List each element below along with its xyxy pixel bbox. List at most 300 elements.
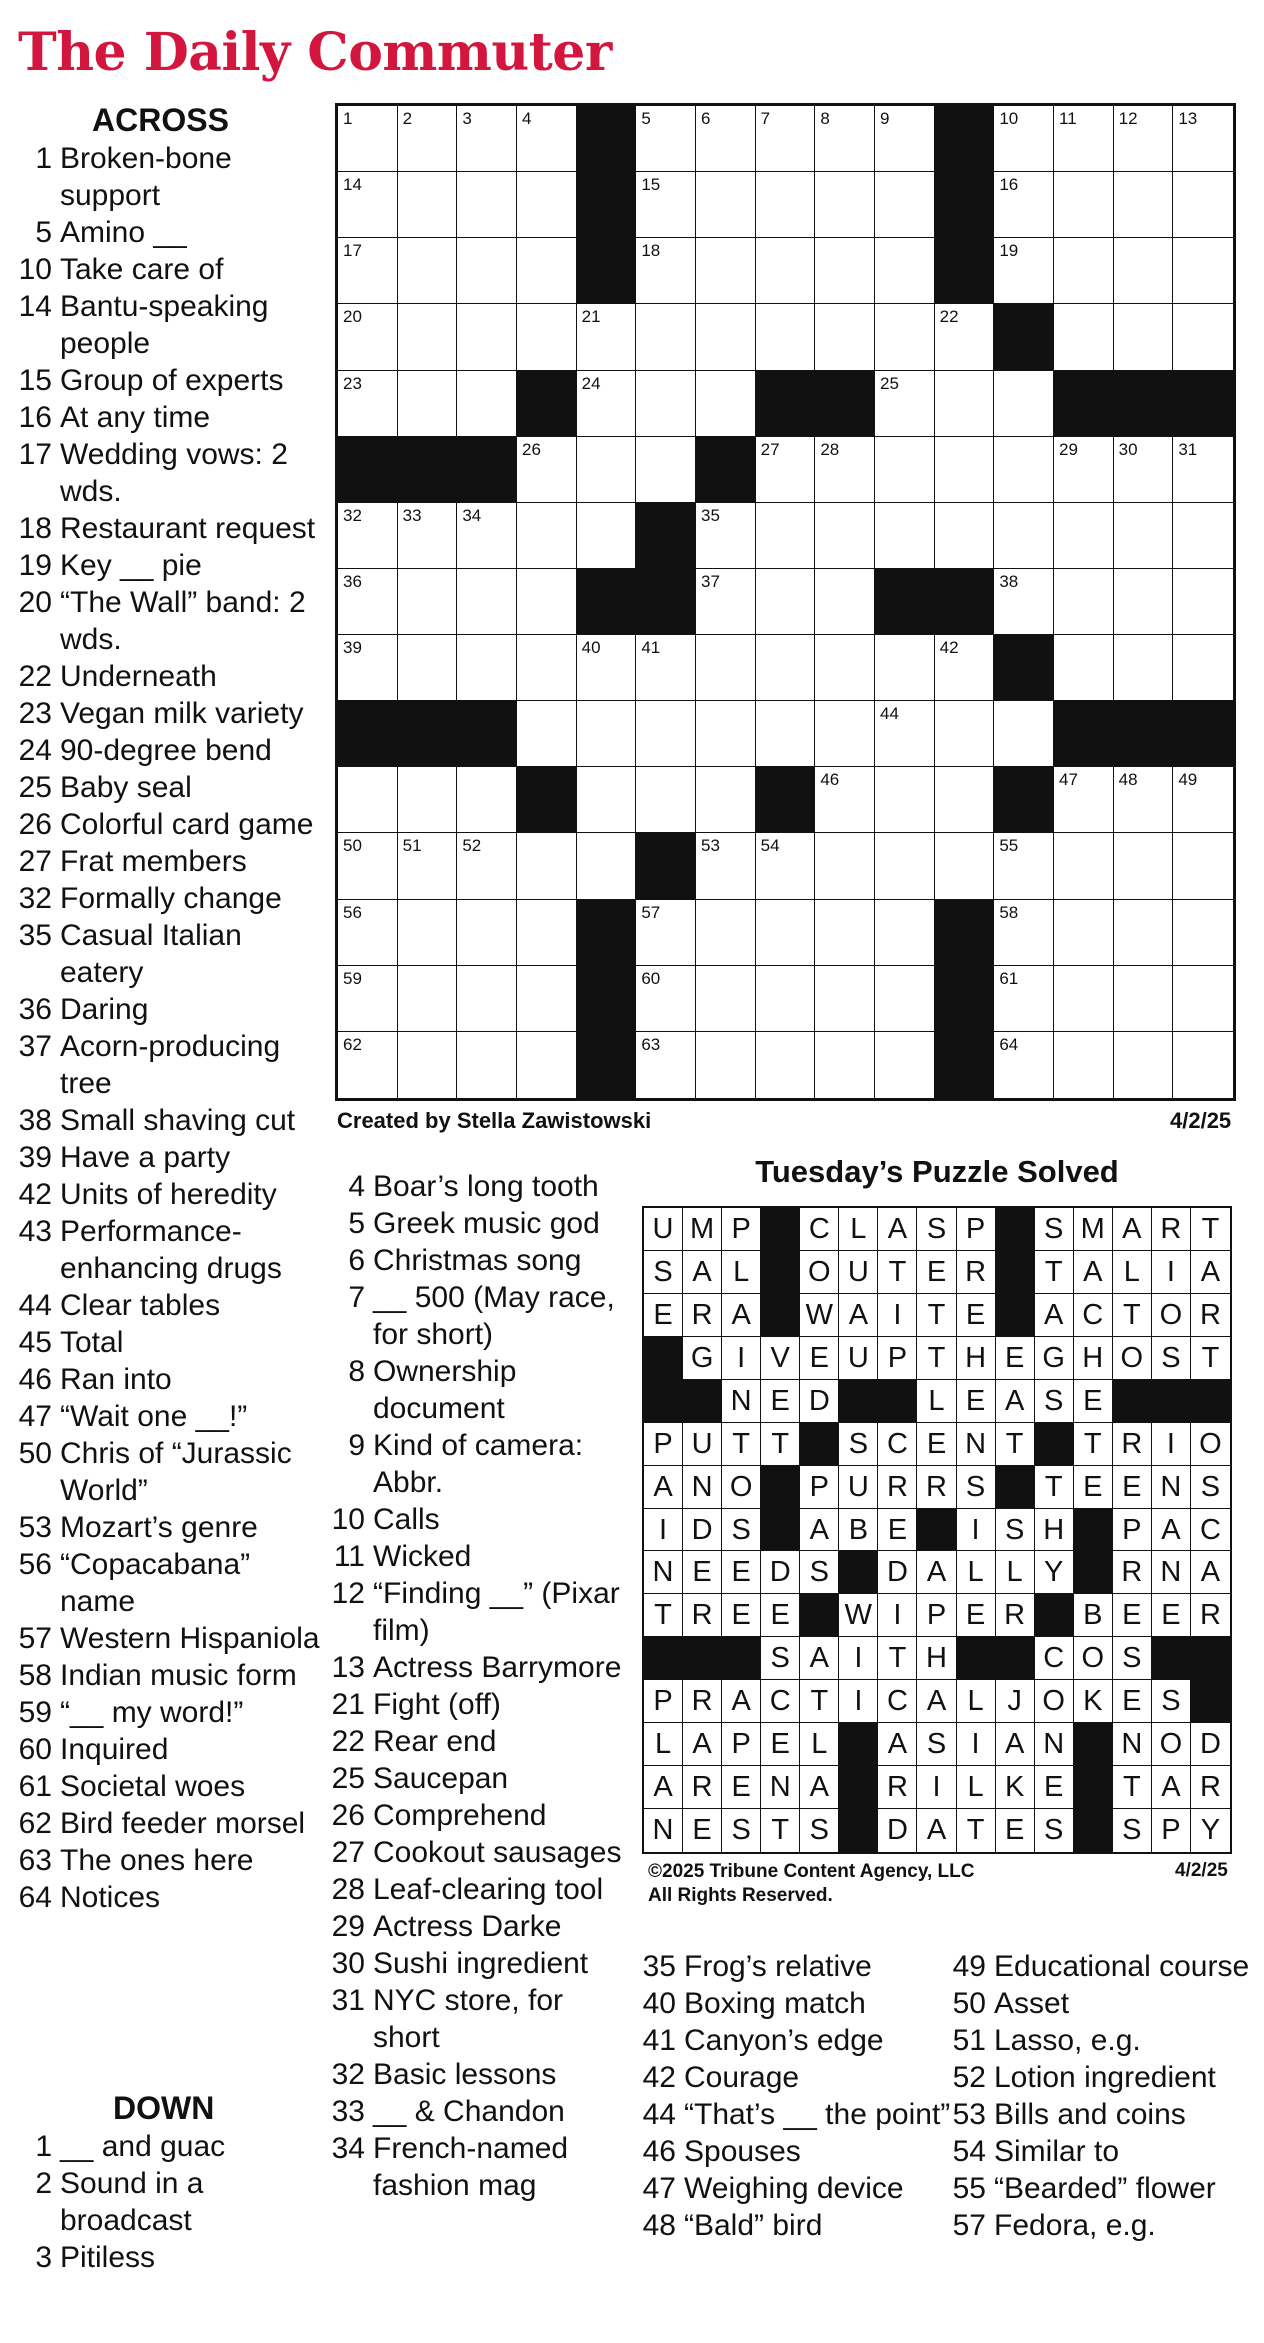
- cell-number: 39: [343, 638, 362, 658]
- grid-cell[interactable]: [398, 900, 458, 966]
- grid-cell[interactable]: [457, 833, 517, 899]
- grid-cell[interactable]: [815, 106, 875, 172]
- grid-cell[interactable]: [398, 569, 458, 635]
- grid-cell[interactable]: [935, 371, 995, 437]
- solution-black-square: [839, 1723, 878, 1766]
- clue-text: Ownership document: [373, 1355, 517, 1425]
- grid-cell[interactable]: [994, 1032, 1054, 1098]
- solution-cell: S: [1035, 1809, 1074, 1852]
- grid-cell[interactable]: [338, 635, 398, 701]
- grid-cell[interactable]: [1114, 304, 1174, 370]
- grid-cell[interactable]: [696, 701, 756, 767]
- grid-cell[interactable]: [756, 304, 816, 370]
- grid-cell[interactable]: [338, 106, 398, 172]
- grid-cell[interactable]: [457, 106, 517, 172]
- solution-cell: T: [878, 1251, 917, 1294]
- cell-number: 62: [343, 1034, 362, 1054]
- black-square: [577, 900, 637, 966]
- grid-cell[interactable]: [636, 238, 696, 304]
- grid-cell[interactable]: [815, 569, 875, 635]
- solution-cell: L: [722, 1251, 761, 1294]
- grid-cell[interactable]: [875, 371, 935, 437]
- grid-cell[interactable]: [1173, 503, 1233, 569]
- grid-cell[interactable]: [875, 701, 935, 767]
- clue-number: 24: [18, 734, 52, 767]
- solution-black-square: [996, 1637, 1035, 1680]
- grid-cell[interactable]: [875, 503, 935, 569]
- clue-number: 41: [642, 2024, 676, 2057]
- solution-black-square: [996, 1294, 1035, 1337]
- black-square: [994, 635, 1054, 701]
- solution-cell: K: [996, 1766, 1035, 1809]
- solution-cell: S: [761, 1637, 800, 1680]
- grid-cell[interactable]: [935, 437, 995, 503]
- grid-cell[interactable]: [875, 635, 935, 701]
- grid-cell[interactable]: [457, 371, 517, 437]
- grid-cell[interactable]: [398, 966, 458, 1032]
- solution-cell: D: [683, 1509, 722, 1552]
- grid-cell[interactable]: [696, 966, 756, 1032]
- solution-cell: T: [1113, 1766, 1152, 1809]
- grid-cell[interactable]: [756, 635, 816, 701]
- grid-cell[interactable]: [696, 1032, 756, 1098]
- across-clues: [18, 100, 323, 1916]
- grid-cell[interactable]: [994, 106, 1054, 172]
- solution-cell: D: [1191, 1723, 1230, 1766]
- solution-cell: U: [839, 1251, 878, 1294]
- clue-number: 11: [333, 1540, 365, 1573]
- clue-number: 44: [642, 2098, 676, 2131]
- grid-cell[interactable]: [815, 503, 875, 569]
- grid-cell[interactable]: [1114, 503, 1174, 569]
- grid-cell[interactable]: [1173, 1032, 1233, 1098]
- solution-black-square: [761, 1294, 800, 1337]
- grid-cell[interactable]: [1173, 767, 1233, 833]
- clue-number: 37: [18, 1030, 52, 1063]
- grid-cell[interactable]: [756, 900, 816, 966]
- grid-cell[interactable]: [994, 437, 1054, 503]
- grid-cell[interactable]: [815, 900, 875, 966]
- grid-cell[interactable]: [577, 635, 637, 701]
- clue-text: Ran into: [60, 1363, 172, 1396]
- cell-number: 60: [641, 968, 661, 988]
- black-square: [756, 371, 816, 437]
- grid-cell[interactable]: [1054, 238, 1114, 304]
- grid-cell[interactable]: [577, 701, 637, 767]
- grid-cell[interactable]: [457, 503, 517, 569]
- grid-cell[interactable]: [875, 1032, 935, 1098]
- grid-cell[interactable]: [994, 701, 1054, 767]
- grid-cell[interactable]: [696, 503, 756, 569]
- grid-cell[interactable]: [338, 304, 398, 370]
- clue-item: [952, 2059, 1262, 2096]
- grid-cell[interactable]: [756, 569, 816, 635]
- cell-number: 52: [462, 836, 482, 856]
- solution-cell: R: [1113, 1551, 1152, 1594]
- solution-cell: O: [1152, 1294, 1191, 1337]
- solution-cell: S: [1113, 1809, 1152, 1852]
- grid-cell[interactable]: [338, 503, 398, 569]
- grid-cell[interactable]: [1114, 767, 1174, 833]
- clue-item: [18, 1287, 323, 1324]
- grid-cell[interactable]: [517, 635, 577, 701]
- grid-cell[interactable]: [517, 1032, 577, 1098]
- grid-cell[interactable]: [517, 900, 577, 966]
- grid-cell[interactable]: [517, 833, 577, 899]
- grid-cell[interactable]: [994, 569, 1054, 635]
- grid-cell[interactable]: [338, 1032, 398, 1098]
- grid-cell[interactable]: [815, 304, 875, 370]
- cell-number: 64: [999, 1034, 1019, 1054]
- solution-black-square: [1074, 1766, 1113, 1809]
- grid-cell[interactable]: [636, 371, 696, 437]
- grid-cell[interactable]: [577, 767, 637, 833]
- grid-cell[interactable]: [1173, 106, 1233, 172]
- clue-text: Canyon’s edge: [684, 2024, 884, 2057]
- grid-cell[interactable]: [1114, 635, 1174, 701]
- grid-cell[interactable]: [815, 833, 875, 899]
- grid-cell[interactable]: [1173, 304, 1233, 370]
- clue-item: [18, 362, 323, 399]
- grid-cell[interactable]: [338, 371, 398, 437]
- grid-cell[interactable]: [1054, 569, 1114, 635]
- grid-cell[interactable]: [756, 503, 816, 569]
- grid-cell[interactable]: [517, 437, 577, 503]
- grid-cell[interactable]: [1054, 833, 1114, 899]
- grid-cell[interactable]: [398, 106, 458, 172]
- solution-cell: N: [644, 1809, 683, 1852]
- grid-cell[interactable]: [338, 833, 398, 899]
- grid-cell[interactable]: [398, 1032, 458, 1098]
- clue-number: 64: [18, 1881, 52, 1914]
- grid-cell[interactable]: [994, 900, 1054, 966]
- clue-number: 27: [18, 845, 52, 878]
- solution-cell: L: [839, 1208, 878, 1251]
- grid-cell[interactable]: [636, 966, 696, 1032]
- cell-number: 33: [402, 505, 422, 525]
- clue-item: [642, 2170, 952, 2207]
- clue-text: Educational course: [994, 1950, 1250, 1983]
- grid-cell[interactable]: [577, 437, 637, 503]
- grid-cell[interactable]: [398, 503, 458, 569]
- grid-cell[interactable]: [398, 371, 458, 437]
- grid-cell[interactable]: [875, 833, 935, 899]
- grid-cell[interactable]: [756, 1032, 816, 1098]
- grid-cell[interactable]: [517, 304, 577, 370]
- grid-cell[interactable]: [1054, 106, 1114, 172]
- clue-number: 3: [35, 2241, 52, 2274]
- solution-cell: P: [722, 1723, 761, 1766]
- black-square: [457, 701, 517, 767]
- grid-cell[interactable]: [1173, 833, 1233, 899]
- clue-number: 36: [18, 993, 52, 1026]
- grid-cell[interactable]: [398, 767, 458, 833]
- cell-number: 32: [343, 505, 362, 525]
- grid-cell[interactable]: [636, 304, 696, 370]
- grid-cell[interactable]: [815, 635, 875, 701]
- grid-cell[interactable]: [577, 304, 637, 370]
- cell-number: 7: [760, 109, 771, 128]
- solution-cell: S: [1152, 1337, 1191, 1380]
- clue-text: __ 500 (May race, for short): [373, 1281, 615, 1351]
- grid-cell[interactable]: [338, 172, 398, 238]
- black-square: [1114, 371, 1174, 437]
- clue-text: Asset: [994, 1987, 1070, 2020]
- black-square: [577, 106, 637, 172]
- grid-cell[interactable]: [935, 767, 995, 833]
- grid-cell[interactable]: [636, 437, 696, 503]
- grid-cell[interactable]: [756, 437, 816, 503]
- cell-number: 15: [641, 175, 661, 195]
- grid-cell[interactable]: [398, 172, 458, 238]
- clue-number: 20: [18, 586, 52, 619]
- solution-grid: [642, 1206, 1232, 1854]
- solution-cell: I: [957, 1509, 996, 1552]
- grid-cell[interactable]: [815, 767, 875, 833]
- grid-cell[interactable]: [636, 106, 696, 172]
- solution-cell: A: [917, 1680, 956, 1723]
- clue-item: [331, 2130, 631, 2204]
- solution-cell: I: [644, 1509, 683, 1552]
- grid-cell[interactable]: [517, 569, 577, 635]
- grid-cell[interactable]: [338, 900, 398, 966]
- solution-cell: E: [761, 1380, 800, 1423]
- clue-text: “That’s __ the point”: [684, 2098, 951, 2131]
- grid-cell[interactable]: [398, 635, 458, 701]
- grid-cell[interactable]: [517, 238, 577, 304]
- grid-cell[interactable]: [1054, 172, 1114, 238]
- solution-black-square: [722, 1637, 761, 1680]
- grid-cell[interactable]: [457, 1032, 517, 1098]
- solution-cell: L: [996, 1551, 1035, 1594]
- grid-cell[interactable]: [696, 172, 756, 238]
- solution-cell: P: [957, 1208, 996, 1251]
- grid-cell[interactable]: [1114, 172, 1174, 238]
- grid-cell[interactable]: [1173, 437, 1233, 503]
- grid-cell[interactable]: [457, 238, 517, 304]
- grid-cell[interactable]: [875, 966, 935, 1032]
- grid-cell[interactable]: [1054, 304, 1114, 370]
- solution-cell: N: [683, 1466, 722, 1509]
- grid-cell[interactable]: [994, 172, 1054, 238]
- solution-cell: E: [957, 1380, 996, 1423]
- grid-cell[interactable]: [875, 304, 935, 370]
- grid-cell[interactable]: [457, 966, 517, 1032]
- black-square: [935, 106, 995, 172]
- grid-cell[interactable]: [636, 701, 696, 767]
- grid-cell[interactable]: [1173, 172, 1233, 238]
- grid-cell[interactable]: [994, 503, 1054, 569]
- grid-cell[interactable]: [636, 767, 696, 833]
- grid-cell[interactable]: [815, 966, 875, 1032]
- clue-text: Wicked: [373, 1540, 472, 1573]
- grid-cell[interactable]: [636, 172, 696, 238]
- grid-cell[interactable]: [815, 238, 875, 304]
- cell-number: 24: [581, 373, 601, 393]
- grid-cell[interactable]: [696, 833, 756, 899]
- grid-cell[interactable]: [875, 172, 935, 238]
- clue-text: “Copacabana” name: [60, 1548, 251, 1618]
- grid-cell[interactable]: [1054, 1032, 1114, 1098]
- clue-text: Boar’s long tooth: [373, 1170, 599, 1203]
- clue-item: [18, 1139, 323, 1176]
- clue-item: [18, 1879, 323, 1916]
- black-square: [517, 371, 577, 437]
- grid-cell[interactable]: [517, 503, 577, 569]
- clue-text: Pitiless: [60, 2241, 156, 2274]
- solution-black-square: [1074, 1809, 1113, 1852]
- grid-cell[interactable]: [1114, 106, 1174, 172]
- grid-cell[interactable]: [875, 437, 935, 503]
- clue-text: Societal woes: [60, 1770, 246, 1803]
- solution-cell: A: [839, 1294, 878, 1337]
- grid-cell[interactable]: [398, 238, 458, 304]
- grid-cell[interactable]: [994, 833, 1054, 899]
- grid-cell[interactable]: [994, 371, 1054, 437]
- clue-text: Notices: [60, 1881, 161, 1914]
- grid-cell[interactable]: [1114, 966, 1174, 1032]
- grid-cell[interactable]: [935, 635, 995, 701]
- clue-text: Total: [60, 1326, 124, 1359]
- grid-cell[interactable]: [457, 900, 517, 966]
- cell-number: 59: [343, 968, 362, 988]
- grid-cell[interactable]: [1114, 1032, 1174, 1098]
- grid-cell[interactable]: [696, 106, 756, 172]
- grid-cell[interactable]: [636, 635, 696, 701]
- grid-cell[interactable]: [1173, 569, 1233, 635]
- cell-number: 44: [880, 704, 899, 724]
- black-square: [994, 767, 1054, 833]
- grid-cell[interactable]: [756, 238, 816, 304]
- clue-item: [18, 1398, 323, 1435]
- grid-cell[interactable]: [457, 635, 517, 701]
- cell-number: 3: [462, 109, 472, 128]
- down-clue-list-3: [642, 1948, 952, 2244]
- grid-cell[interactable]: [457, 767, 517, 833]
- grid-cell[interactable]: [398, 304, 458, 370]
- grid-cell[interactable]: [756, 106, 816, 172]
- grid-cell[interactable]: [994, 966, 1054, 1032]
- grid-cell[interactable]: [756, 833, 816, 899]
- grid-cell[interactable]: [398, 833, 458, 899]
- clue-item: [331, 1945, 631, 1982]
- grid-cell[interactable]: [1054, 767, 1114, 833]
- clue-text: Group of experts: [60, 364, 284, 397]
- grid-cell[interactable]: [457, 569, 517, 635]
- solution-black-square: [644, 1637, 683, 1680]
- grid-cell[interactable]: [875, 767, 935, 833]
- grid-cell[interactable]: [696, 238, 756, 304]
- grid-cell[interactable]: [1114, 833, 1174, 899]
- solution-black-square: [957, 1637, 996, 1680]
- grid-cell[interactable]: [815, 1032, 875, 1098]
- grid-cell[interactable]: [935, 304, 995, 370]
- grid-cell[interactable]: [1054, 900, 1114, 966]
- grid-cell[interactable]: [1173, 238, 1233, 304]
- clue-number: 12: [331, 1577, 365, 1610]
- grid-cell[interactable]: [636, 1032, 696, 1098]
- grid-cell[interactable]: [577, 371, 637, 437]
- grid-cell[interactable]: [338, 767, 398, 833]
- grid-cell[interactable]: [994, 238, 1054, 304]
- clue-number: 34: [331, 2132, 365, 2165]
- grid-cell[interactable]: [815, 701, 875, 767]
- grid-cell[interactable]: [1114, 238, 1174, 304]
- clue-item: [18, 1731, 323, 1768]
- clue-number: 15: [18, 364, 52, 397]
- grid-cell[interactable]: [875, 900, 935, 966]
- grid-cell[interactable]: [756, 701, 816, 767]
- grid-cell[interactable]: [517, 966, 577, 1032]
- grid-cell[interactable]: [517, 106, 577, 172]
- grid-cell[interactable]: [636, 900, 696, 966]
- solution-cell: R: [1113, 1423, 1152, 1466]
- grid-cell[interactable]: [1173, 900, 1233, 966]
- grid-cell[interactable]: [935, 701, 995, 767]
- solution-cell: E: [761, 1594, 800, 1637]
- grid-cell[interactable]: [696, 371, 756, 437]
- grid-cell[interactable]: [875, 106, 935, 172]
- grid-cell[interactable]: [457, 304, 517, 370]
- clue-item: [331, 2056, 631, 2093]
- grid-cell[interactable]: [815, 437, 875, 503]
- cell-number: 29: [1059, 439, 1078, 459]
- clue-number: 8: [348, 1355, 365, 1388]
- grid-cell[interactable]: [815, 172, 875, 238]
- grid-cell[interactable]: [338, 966, 398, 1032]
- grid-cell[interactable]: [696, 569, 756, 635]
- grid-cell[interactable]: [935, 833, 995, 899]
- grid-cell[interactable]: [756, 966, 816, 1032]
- grid-cell[interactable]: [517, 172, 577, 238]
- grid-cell[interactable]: [696, 304, 756, 370]
- grid-cell[interactable]: [1173, 966, 1233, 1032]
- grid-cell[interactable]: [1054, 635, 1114, 701]
- grid-cell[interactable]: [756, 172, 816, 238]
- grid-cell[interactable]: [1054, 437, 1114, 503]
- grid-cell[interactable]: [1173, 635, 1233, 701]
- cell-number: 5: [641, 109, 651, 128]
- clue-number: 5: [348, 1207, 365, 1240]
- grid-cell[interactable]: [1054, 966, 1114, 1032]
- black-square: [935, 1032, 995, 1098]
- grid-cell[interactable]: [696, 635, 756, 701]
- solution-cell: C: [1191, 1509, 1230, 1552]
- grid-cell[interactable]: [338, 238, 398, 304]
- grid-cell[interactable]: [875, 238, 935, 304]
- grid-cell[interactable]: [1114, 900, 1174, 966]
- solution-cell: R: [683, 1766, 722, 1809]
- clue-item: [331, 1205, 631, 1242]
- grid-cell[interactable]: [577, 833, 637, 899]
- grid-cell[interactable]: [1114, 437, 1174, 503]
- grid-cell[interactable]: [517, 701, 577, 767]
- grid-cell[interactable]: [457, 172, 517, 238]
- grid-cell[interactable]: [696, 900, 756, 966]
- grid-cell[interactable]: [696, 767, 756, 833]
- solution-cell: D: [878, 1809, 917, 1852]
- black-square: [577, 238, 637, 304]
- grid-cell[interactable]: [1054, 503, 1114, 569]
- clue-text: Cookout sausages: [373, 1836, 622, 1869]
- solution-cell: L: [1113, 1251, 1152, 1294]
- clue-text: Frog’s relative: [684, 1950, 872, 1983]
- grid-cell[interactable]: [935, 503, 995, 569]
- solution-cell: A: [1152, 1766, 1191, 1809]
- grid-cell[interactable]: [1114, 569, 1174, 635]
- grid-cell[interactable]: [577, 503, 637, 569]
- grid-cell[interactable]: [338, 569, 398, 635]
